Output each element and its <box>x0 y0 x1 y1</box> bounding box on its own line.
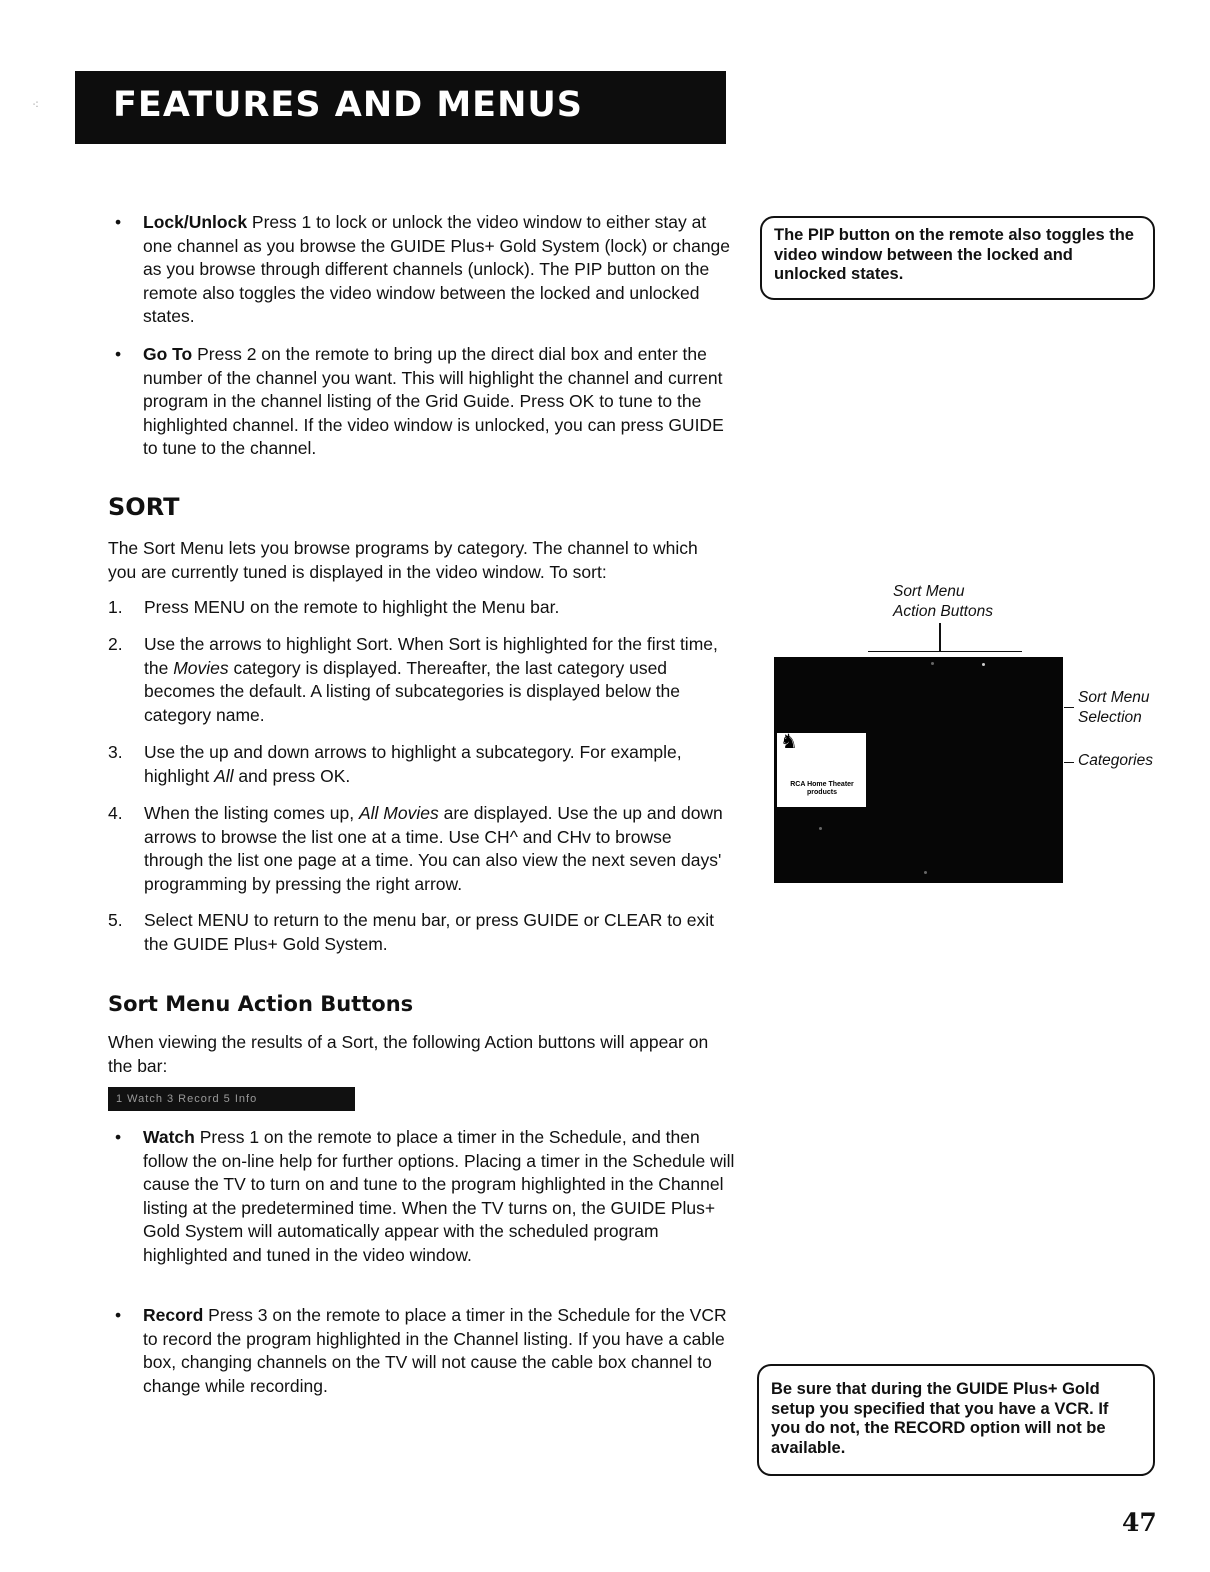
sort-step: 4. When the listing comes up, All Movies are displayed. Use the up and down arrows to browse the list one at a time. Use CH^ and CHv to browse through the list one page at a time. You can also view the next seven days' programming by pressing the right arrow. <box>108 803 723 894</box>
note-vcr <box>757 1364 1155 1476</box>
step-emphasis: Movies <box>173 657 229 678</box>
bullet-watch <box>115 1126 735 1267</box>
screen-speck <box>924 871 927 874</box>
bullet-lead: Record <box>143 1305 204 1325</box>
screen-speck <box>982 663 985 666</box>
step-number: 3. <box>108 742 123 762</box>
video-window <box>777 733 866 807</box>
action-buttons-intro: When viewing the results of a Sort, the following Action buttons will appear on the bar: <box>108 1032 709 1076</box>
bullet-lead: Lock/Unlock <box>143 212 248 232</box>
sort-heading: SORT <box>108 493 180 521</box>
bullet-dot: • <box>115 212 122 232</box>
bullet-lead: Go To <box>143 344 193 364</box>
step-number: 4. <box>108 803 123 823</box>
bullet-record <box>115 1304 735 1398</box>
bullet-text: Press 1 to lock or unlock the video window to either stay at one channel as you browse the GUIDE Plus+ Gold System (lock) or change as you browse through different channels (unlock). The PIP button on the remote also toggles the video window between the locked and unlocked states. <box>143 212 731 326</box>
bullet-dot: • <box>115 344 122 364</box>
step-emphasis: All Movies <box>358 803 439 823</box>
step-text: Select MENU to return to the menu bar, or press GUIDE or CLEAR to exit the GUIDE Plus+ Gold System. <box>144 910 714 954</box>
section-banner <box>75 71 726 144</box>
scan-artifact-mark: ⁖ <box>32 98 40 112</box>
callout-bracket <box>868 651 1022 652</box>
sort-intro: The Sort Menu lets you browse programs by category. The channel to which you are currently tuned is displayed in the video window. To sort: <box>108 538 698 582</box>
step-emphasis: All <box>214 765 234 786</box>
bullet-dot: • <box>115 1127 122 1147</box>
action-buttons-heading: Sort Menu Action Buttons <box>108 992 414 1016</box>
video-window-caption: RCA Home Theater products <box>790 781 854 796</box>
bullet-text: Press 1 on the remote to place a timer in the Schedule, and then follow the on-line help for further options. Placing a timer in the Schedule will cause the TV to turn on and tune to the program highlighted in the Channel listing at the predetermined time. When the TV turns on, the GUIDE Plus+ Gold System will automatically appear with the scheduled program highlighted and tuned in the video window. <box>143 1127 735 1265</box>
rca-logo-icon: ♞ <box>780 731 798 753</box>
sort-step: 2. Use the arrows to highlight Sort. When Sort is highlighted for the first time, the Movies category is displayed. Thereafter, the last category used becomes the default. A listing of subcategories is displayed below the category name. <box>108 634 718 725</box>
sort-step <box>108 909 733 956</box>
step-number: 5. <box>108 910 123 930</box>
bullet-lock-unlock <box>115 211 735 329</box>
sort-step: 3. Use the up and down arrows to highlight a subcategory. For example, highlight All and press OK. <box>108 742 682 786</box>
callout-sort-selection: Sort Menu Selection <box>1078 689 1150 726</box>
callout-leader-line <box>939 623 941 651</box>
callout-action-buttons: Sort Menu Action Buttons <box>893 583 993 620</box>
bullet-text: Press 3 on the remote to place a timer in the Schedule for the VCR to record the program highlighted in the Channel listing. If you have a cable box, changing channels on the TV will not cause the cable box channel to change while recording. <box>143 1305 727 1396</box>
callout-tick <box>1064 762 1074 763</box>
sort-menu-screenshot <box>774 657 1063 883</box>
section-title: FEATURES AND MENUS <box>113 85 584 125</box>
bullet-dot: • <box>115 1305 122 1325</box>
page-number: 47 <box>1122 1508 1157 1537</box>
callout-categories: Categories <box>1078 752 1153 769</box>
step-number: 1. <box>108 597 123 617</box>
callout-tick <box>1064 707 1074 708</box>
bullet-lead: Watch <box>143 1127 195 1147</box>
sort-step <box>108 596 733 620</box>
note-vcr-text: Be sure that during the GUIDE Plus+ Gold setup you specified that you have a VCR. If you do not, the RECORD option will not be available. <box>771 1380 1109 1457</box>
note-pip-text: The PIP button on the remote also toggles the video window between the locked and unlocked states. <box>774 226 1134 283</box>
bullet-go-to <box>115 343 735 461</box>
screen-speck <box>819 827 822 830</box>
step-text: Press MENU on the remote to highlight the Menu bar. <box>144 597 560 617</box>
step-number: 2. <box>108 634 123 654</box>
bullet-text: Press 2 on the remote to bring up the direct dial box and enter the number of the channel you want. This will highlight the channel and current program in the channel listing of the Grid Guide. Press OK to tune to the highlighted channel. If the video window is unlocked, you can press GUIDE to tune to the channel. <box>143 344 724 458</box>
action-bar-image: 1 Watch 3 Record 5 Info <box>108 1087 355 1111</box>
note-pip <box>760 216 1155 300</box>
screen-speck <box>931 662 934 665</box>
